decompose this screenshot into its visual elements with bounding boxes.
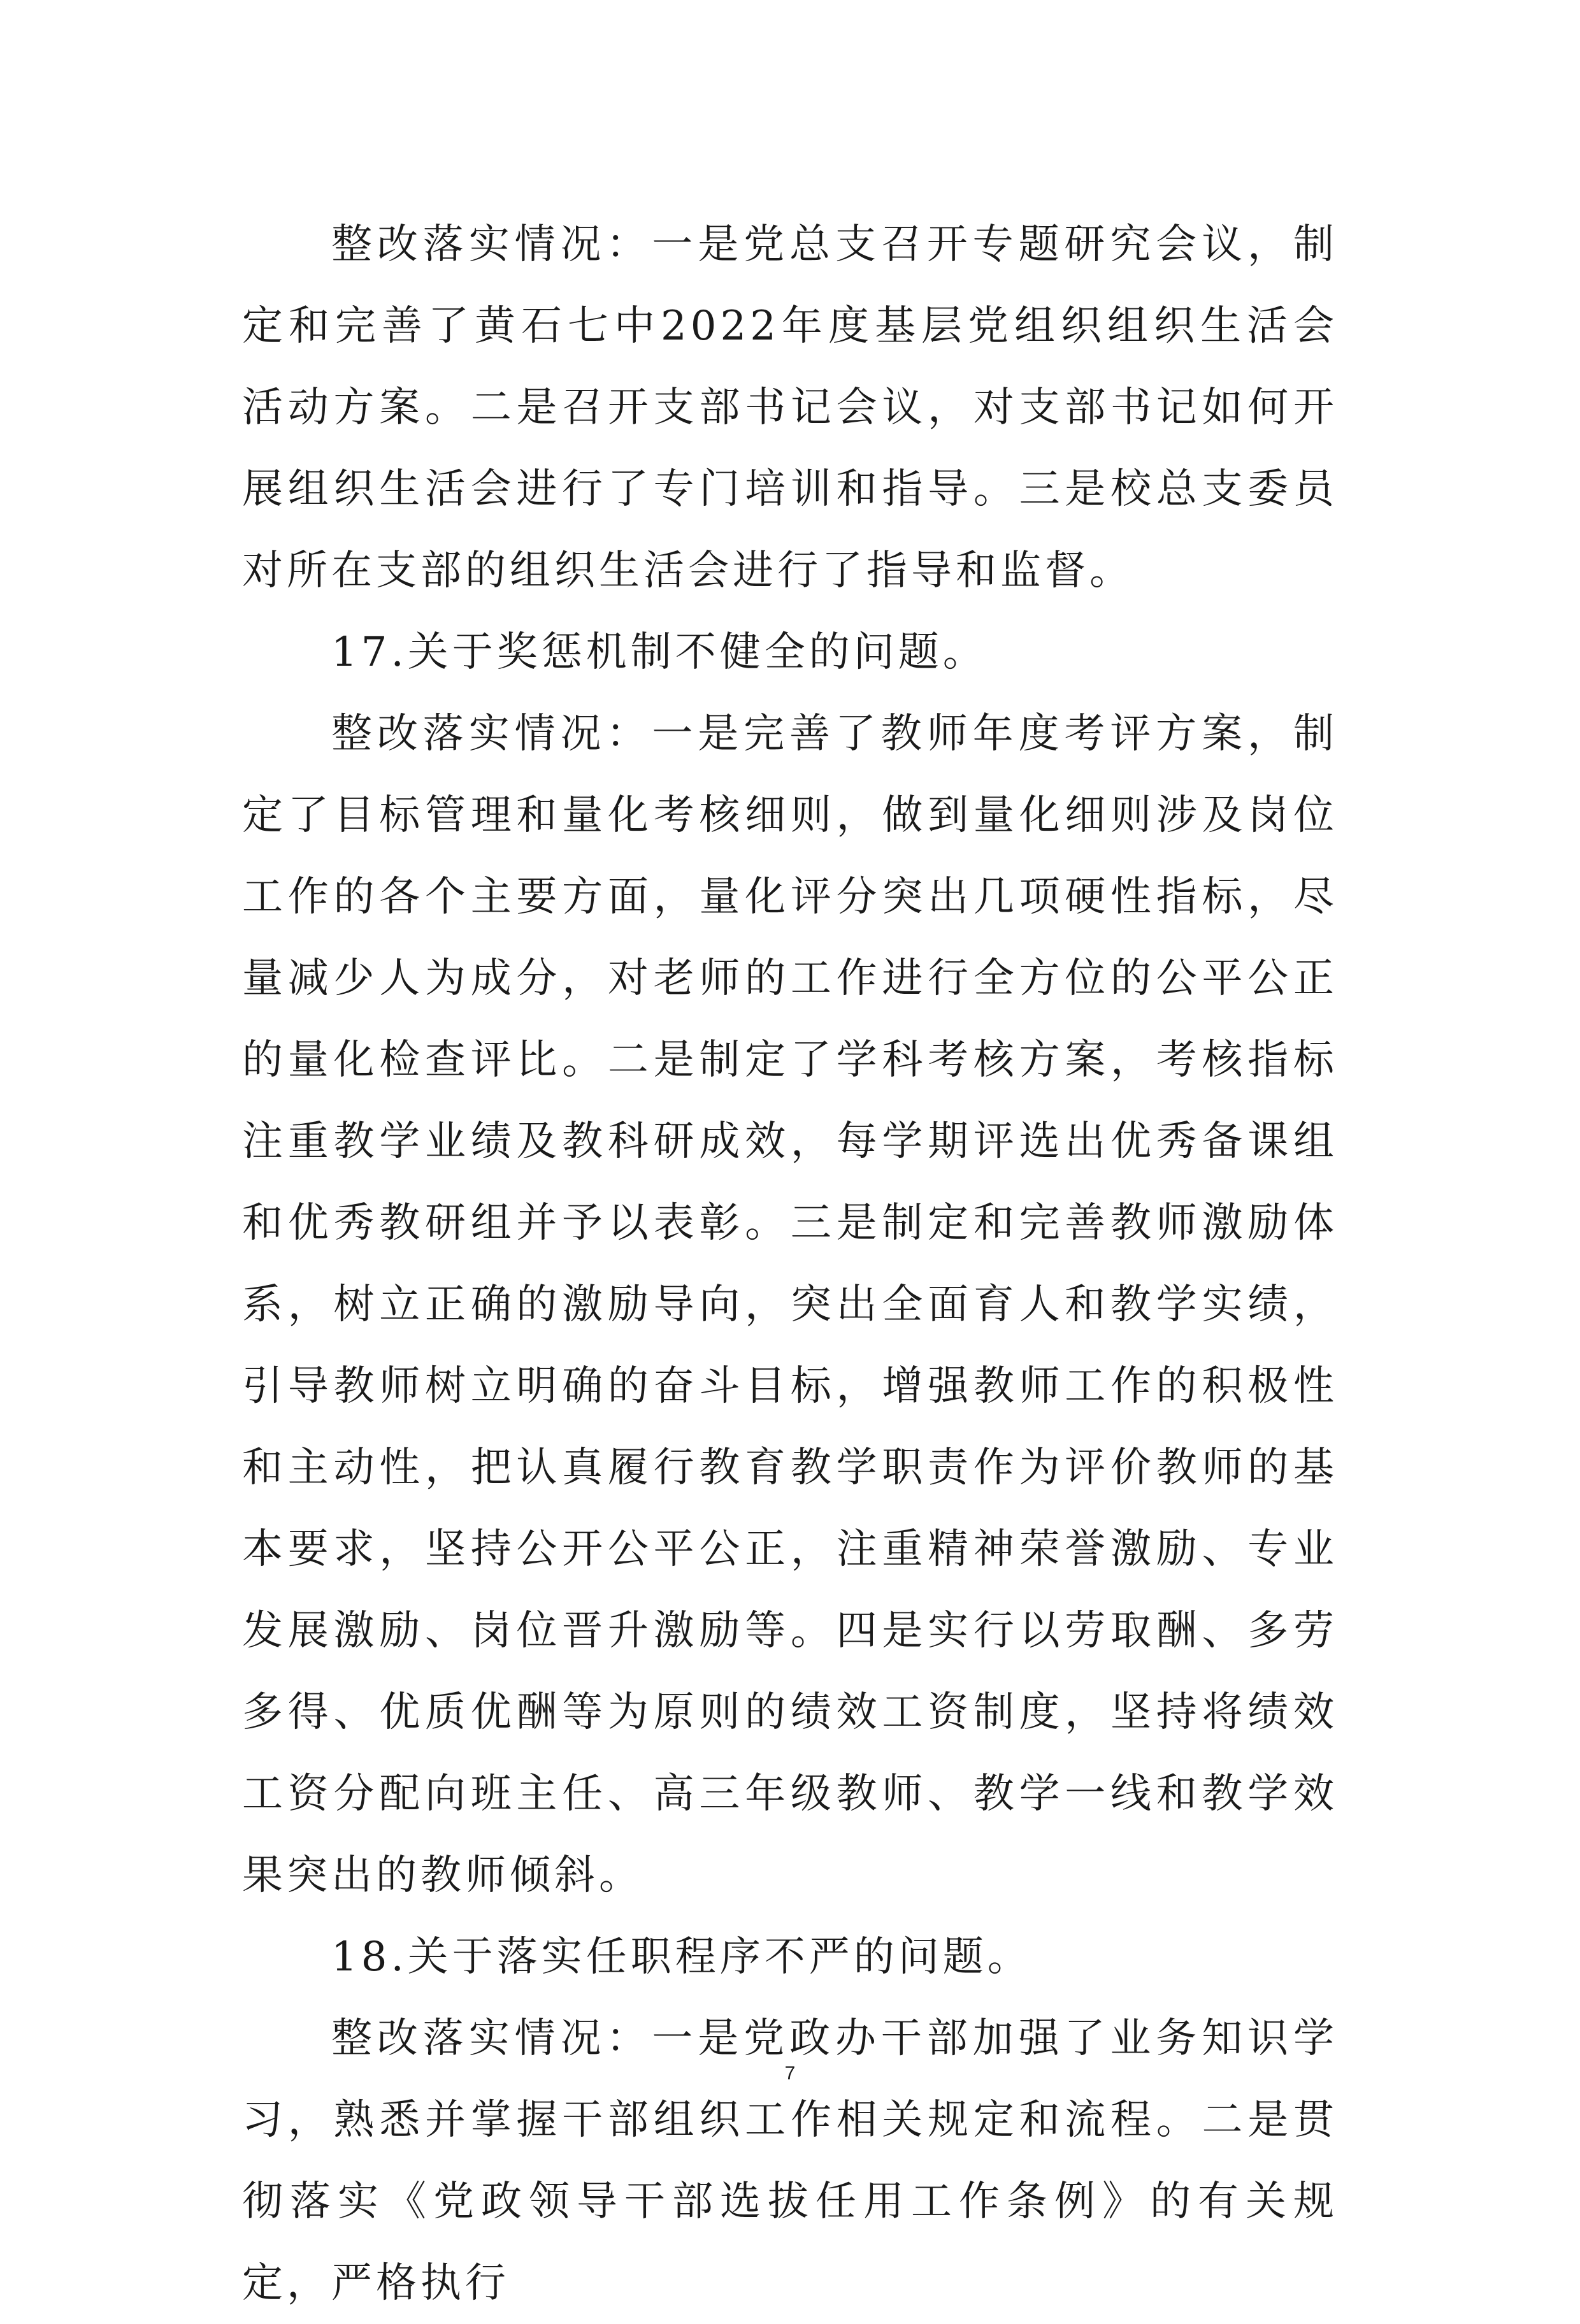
page-number: 7 [784,2063,796,2084]
heading-item-18: 18.关于落实任职程序不严的问题。 [331,1933,1032,1981]
heading-item-17: 17.关于奖惩机制不健全的问题。 [331,629,988,676]
document-body [242,204,1338,2324]
paragraph-rectification-meeting: 整改落实情况：一是党总支召开专题研究会议，制定和完善了黄石七中2022年度基层党组织组织生活会活动方案。二是召开支部书记会议，对支部书记如何开展组织生活会进行了专门培训和指导。三是校总支委员对所在支部的组织生活会进行了指导和监督。 [242,221,1338,594]
paragraph-rectification-incentives: 整改落实情况：一是完善了教师年度考评方案，制定了目标管理和量化考核细则，做到量化细则涉及岗位工作的各个主要方面，量化评分突出几项硬性指标，尽量减少人为成分，对老师的工作进行全方位的公平公正的量化检查评比。二是制定了学科考核方案，考核指标注重教学业绩及教科研成效，每学期评选出优秀备课组和优秀教研组并予以表彰。三是制定和完善教师激励体系，树立正确的激励导向，突出全面育人和教学实绩，引导教师树立明确的奋斗目标，增强教师工作的积极性和主动性，把认真履行教育教学职责作为评价教师的基本要求，坚持公开公平公正，注重精神荣誉激励、专业发展激励、岗位晋升激励等。四是实行以劳取酬、多劳多得、优质优酬等为原则的绩效工资制度，坚持将绩效工资分配向班主任、高三年级教师、教学一线和教学效果突出的教师倾斜。 [242,710,1338,1899]
paragraph-rectification-appointment: 整改落实情况：一是党政办干部加强了业务知识学习，熟悉并掌握干部组织工作相关规定和流程。二是贯彻落实《党政领导干部选拔任用工作条例》的有关规定，严格执行 [242,2015,1338,2307]
